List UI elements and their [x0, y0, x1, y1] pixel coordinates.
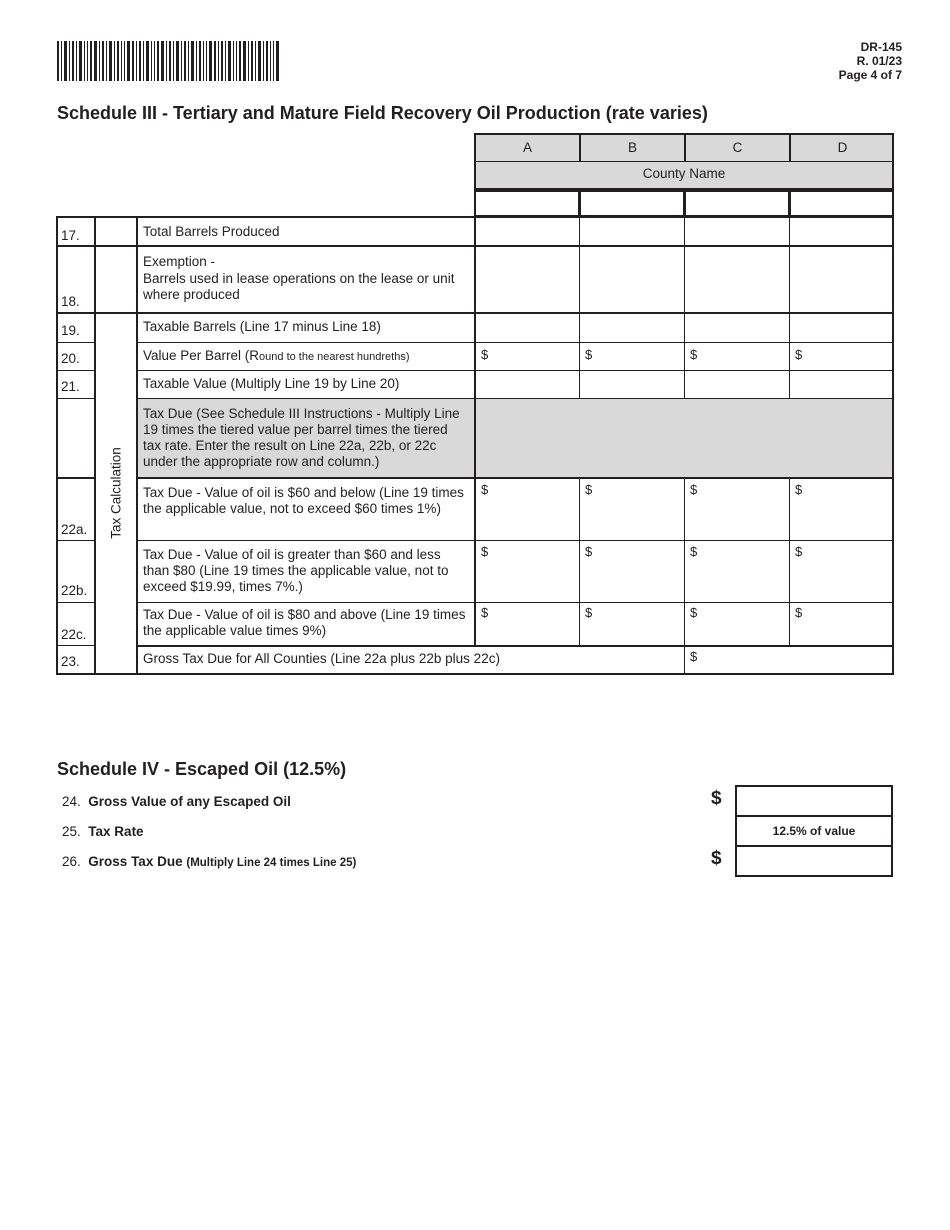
line-23-input[interactable] — [686, 647, 892, 673]
column-a-header: A — [522, 140, 532, 155]
tax-due-instructions: Tax Due (See Schedule III Instructions - Multiply Line 19 times the tiered value per barrel times the tiered tax rate. Enter the result on Line 22a, 22b, or 22c under the appropriate row and column.) — [143, 406, 460, 469]
county-name-input-b[interactable] — [579, 190, 685, 217]
line-25-value: 12.5% of value — [735, 815, 893, 847]
instructions-shaded-area — [476, 399, 892, 477]
line-23-dollar: $ — [690, 649, 698, 664]
line-22c-label: Tax Due - Value of oil is $80 and above (Line 19 times the applicable value times 9%) — [143, 607, 466, 638]
line-22b-dollar-a: $ — [481, 544, 489, 559]
line-22b-dollar-d: $ — [795, 544, 803, 559]
line-20-label: Value Per Barrel (Round to the nearest hundreths) — [143, 348, 410, 363]
line-26-input[interactable] — [735, 845, 893, 877]
line-20-dollar-c: $ — [690, 347, 698, 362]
county-name-input-c[interactable] — [684, 190, 790, 217]
line-22a-dollar-b: $ — [585, 482, 593, 497]
line-22c-dollar-c: $ — [690, 605, 698, 620]
line-22a-dollar-c: $ — [690, 482, 698, 497]
form-revision: R. 01/23 — [856, 54, 902, 68]
schedule4-title: Schedule IV - Escaped Oil (12.5%) — [57, 759, 347, 779]
line-18-number: 18. — [61, 294, 80, 309]
line-24-dollar: $ — [711, 788, 722, 809]
column-d-header: D — [837, 140, 848, 155]
line-25-number: 25. — [62, 824, 81, 839]
line-21-label: Taxable Value (Multiply Line 19 by Line 20) — [143, 376, 400, 391]
line-26-label: Gross Tax Due — [88, 854, 183, 869]
tax-calculation-label: Tax Calculation — [108, 447, 124, 539]
line-17-label: Total Barrels Produced — [143, 224, 280, 239]
line-21-number: 21. — [61, 379, 80, 394]
line-22b-number: 22b. — [61, 583, 88, 598]
line-22c-dollar-d: $ — [795, 605, 803, 620]
line-22a-label: Tax Due - Value of oil is $60 and below (Line 19 times the applicable value, not to exceed $60 times 1%) — [143, 485, 464, 516]
line-22b-dollar-c: $ — [690, 544, 698, 559]
line-22a-dollar-d: $ — [795, 482, 803, 497]
line-22c-number: 22c. — [61, 627, 87, 642]
county-name-header: County Name — [642, 166, 726, 181]
line-26-note: (Multiply Line 24 times Line 25) — [186, 857, 357, 869]
line-19-number: 19. — [61, 323, 80, 338]
line-22b-dollar-b: $ — [585, 544, 593, 559]
line-23-number: 23. — [61, 654, 80, 669]
line-26-dollar: $ — [711, 848, 722, 869]
line-17-number: 17. — [61, 228, 80, 243]
line-20-number: 20. — [61, 351, 80, 366]
line-25-label: Tax Rate — [88, 824, 144, 839]
line-26 — [62, 854, 356, 869]
form-number: DR-145 — [860, 40, 902, 54]
page-number: Page 4 of 7 — [838, 68, 902, 82]
line-26-number: 26. — [62, 854, 81, 869]
form-id-block — [839, 40, 902, 82]
line-20-dollar-d: $ — [795, 347, 803, 362]
line-22a-dollar-a: $ — [481, 482, 489, 497]
line-18-label-title: Exemption - — [143, 254, 216, 269]
schedule3-title: Schedule III - Tertiary and Mature Field Recovery Oil Production (rate varies) — [57, 103, 708, 123]
line-23-label: Gross Tax Due for All Counties (Line 22a plus 22b plus 22c) — [143, 651, 500, 666]
column-c-header: C — [732, 140, 743, 155]
line-20-dollar-b: $ — [585, 347, 593, 362]
line-22c-dollar-a: $ — [481, 605, 489, 620]
line-19-label: Taxable Barrels (Line 17 minus Line 18) — [143, 319, 381, 334]
line-24 — [62, 794, 291, 809]
column-b-header: B — [627, 140, 637, 155]
county-name-input-a[interactable] — [474, 190, 580, 217]
line-25 — [62, 824, 144, 839]
county-name-input-d[interactable] — [789, 190, 894, 217]
line-24-label: Gross Value of any Escaped Oil — [88, 794, 291, 809]
barcode — [57, 41, 279, 81]
line-22b-label: Tax Due - Value of oil is greater than $60 and less than $80 (Line 19 times the applicable value, not to exceed $19.99, times 7%.) — [143, 547, 449, 594]
line-18-label: Barrels used in lease operations on the lease or unit where produced — [143, 271, 455, 302]
line-22a-number: 22a. — [61, 522, 88, 537]
line-24-input[interactable] — [735, 785, 893, 817]
line-24-number: 24. — [62, 794, 81, 809]
line-20-dollar-a: $ — [481, 347, 489, 362]
line-22c-dollar-b: $ — [585, 605, 593, 620]
